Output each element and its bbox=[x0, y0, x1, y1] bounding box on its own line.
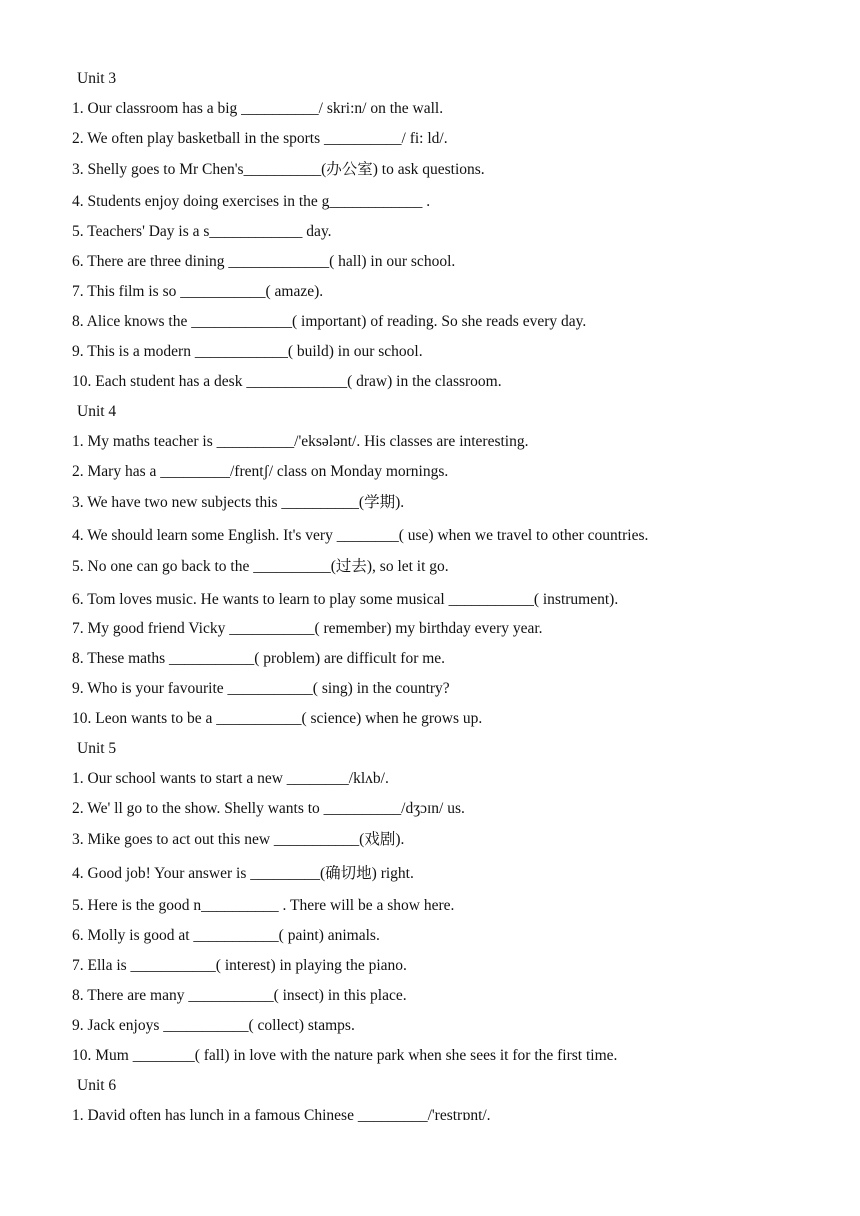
unit-heading: Unit 4 bbox=[77, 403, 117, 420]
exercise-item: 3. Mike goes to act out this new ___________(戏剧). bbox=[72, 831, 405, 848]
exercise-item: 10. Leon wants to be a ___________( science) when he grows up. bbox=[72, 710, 483, 727]
exercise-item: 8. There are many ___________( insect) in this place. bbox=[72, 987, 407, 1004]
exercise-item: 4. Students enjoy doing exercises in the g____________ . bbox=[72, 193, 431, 210]
exercise-item: 8. These maths ___________( problem) are difficult for me. bbox=[72, 650, 446, 667]
exercise-item: 2. We often play basketball in the sports __________/ fi: ld/. bbox=[72, 130, 448, 147]
exercise-item: 7. My good friend Vicky ___________( remember) my birthday every year. bbox=[72, 620, 543, 637]
exercise-item: 9. Who is your favourite ___________( sing) in the country? bbox=[72, 680, 450, 697]
exercise-item: 1. David often has lunch in a famous Chinese _________/'restrɒnt/. bbox=[72, 1107, 491, 1124]
exercise-item: 6. Tom loves music. He wants to learn to play some musical ___________( instrument). bbox=[72, 591, 619, 608]
exercise-item: 4. We should learn some English. It's very ________( use) when we travel to other countries. bbox=[72, 527, 649, 544]
exercise-item: 10. Each student has a desk _____________( draw) in the classroom. bbox=[72, 373, 502, 390]
unit-heading: Unit 6 bbox=[77, 1077, 117, 1094]
exercise-item: 1. Our classroom has a big __________/ skri:n/ on the wall. bbox=[72, 100, 444, 117]
exercise-item: 7. Ella is ___________( interest) in playing the piano. bbox=[72, 957, 407, 974]
exercise-item: 6. Molly is good at ___________( paint) animals. bbox=[72, 927, 380, 944]
exercise-item: 9. This is a modern ____________( build) in our school. bbox=[72, 343, 423, 360]
exercise-item: 10. Mum ________( fall) in love with the nature park when she sees it for the first time. bbox=[72, 1047, 618, 1064]
exercise-item: 5. Here is the good n__________ . There will be a show here. bbox=[72, 897, 455, 914]
exercise-item: 6. There are three dining _____________( hall) in our school. bbox=[72, 253, 456, 270]
exercise-item: 2. Mary has a _________/frentʃ/ class on Monday mornings. bbox=[72, 463, 449, 480]
unit-heading: Unit 3 bbox=[77, 70, 117, 87]
exercise-item: 1. Our school wants to start a new ________/klʌb/. bbox=[72, 770, 389, 787]
exercise-item: 3. Shelly goes to Mr Chen's__________(办公室) to ask questions. bbox=[72, 161, 485, 178]
exercise-item: 7. This film is so ___________( amaze). bbox=[72, 283, 324, 300]
exercise-item: 4. Good job! Your answer is _________(确切地) right. bbox=[72, 865, 414, 882]
exercise-item: 3. We have two new subjects this __________(学期). bbox=[72, 494, 405, 511]
exercise-item: 1. My maths teacher is __________/'eksələnt/. His classes are interesting. bbox=[72, 433, 529, 450]
exercise-item: 5. Teachers' Day is a s____________ day. bbox=[72, 223, 332, 240]
exercise-item: 9. Jack enjoys ___________( collect) stamps. bbox=[72, 1017, 355, 1034]
unit-heading: Unit 5 bbox=[77, 740, 117, 757]
exercise-item: 2. We' ll go to the show. Shelly wants to __________/dʒɔɪn/ us. bbox=[72, 800, 465, 817]
exercise-item: 8. Alice knows the _____________( important) of reading. So she reads every day. bbox=[72, 313, 587, 330]
exercise-item: 5. No one can go back to the __________(过去), so let it go. bbox=[72, 558, 449, 575]
